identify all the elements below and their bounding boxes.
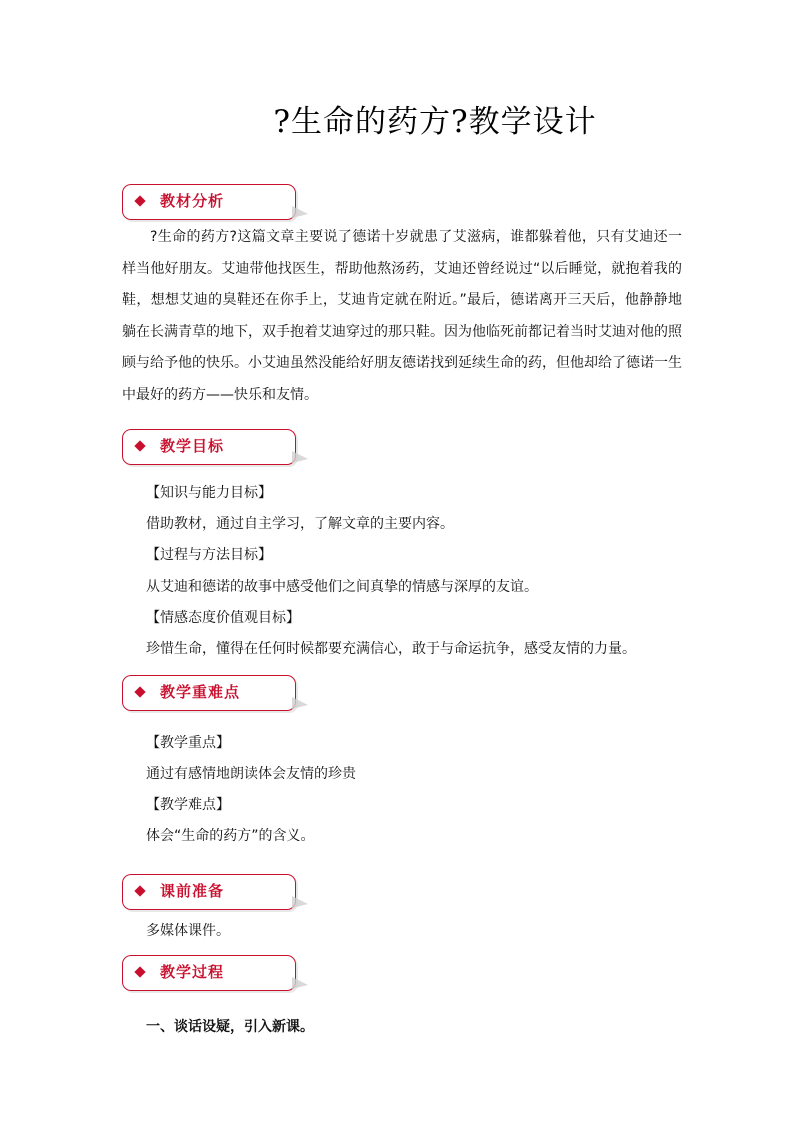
- difficulty-text: 体会“生命的药方”的含义。: [146, 828, 315, 844]
- section-header-process: [122, 955, 296, 991]
- section-header-label: 教材分析: [160, 192, 225, 210]
- section-header-goals: [122, 429, 296, 465]
- section-header-analysis: [122, 184, 296, 220]
- goal-heading-process: 【过程与方法目标】: [146, 547, 272, 563]
- section-header-tail: [292, 206, 308, 218]
- section-header-tail: [292, 977, 308, 989]
- section-header-tail: [292, 896, 308, 908]
- prep-text: 多媒体课件。: [146, 923, 230, 939]
- analysis-paragraph: ?生命的药方?这篇文章主要说了德诺十岁就患了艾滋病，谁都躲着他，只有艾迪还一样当他好朋友。艾迪带他找医生，帮助他熬汤药，艾迪还曾经说过“以后睡觉，就抱着我的鞋，想想艾迪的臭鞋还在你手上，艾迪肯定就在附近。”最后，德诺离开三天后，他静静地躺在长满青草的地下，双手抱着艾迪穿过的那只鞋。因为他临死前都记着当时艾迪对他的照顾与给予他的快乐。小艾迪虽然没能给好朋友德诺找到延续生命的药，但他却给了德诺一生中最好的药方——快乐和友情。: [122, 229, 682, 403]
- goal-text-process: 从艾迪和德诺的故事中感受他们之间真挚的情感与深厚的友谊。: [146, 579, 538, 595]
- section-header-label: 教学目标: [160, 437, 225, 455]
- goal-text-emotion: 珍惜生命，懂得在任何时候都要充满信心，敢于与命运抗争，感受友情的力量。: [146, 641, 636, 657]
- section-header-tail: [292, 697, 308, 709]
- section-header-prep: [122, 874, 296, 910]
- process-step-1: 一、谈话设疑，引入新课。: [146, 1019, 314, 1035]
- goal-text-knowledge: 借助教材，通过自主学习，了解文章的主要内容。: [146, 516, 454, 532]
- section-header-tail: [292, 451, 308, 463]
- document-title: ?生命的药方?教学设计: [273, 104, 597, 140]
- section-header-label: 教学重难点: [160, 683, 241, 701]
- keypoint-heading: 【教学重点】: [146, 735, 230, 751]
- section-header-label: 课前准备: [160, 882, 225, 900]
- goal-heading-knowledge: 【知识与能力目标】: [146, 485, 272, 501]
- section-header-label: 教学过程: [160, 963, 225, 981]
- keypoint-text: 通过有感情地朗读体会友情的珍贵: [146, 766, 356, 782]
- difficulty-heading: 【教学难点】: [146, 797, 230, 813]
- goal-heading-emotion: 【情感态度价值观目标】: [146, 610, 300, 626]
- section-header-keypoints: [122, 675, 296, 711]
